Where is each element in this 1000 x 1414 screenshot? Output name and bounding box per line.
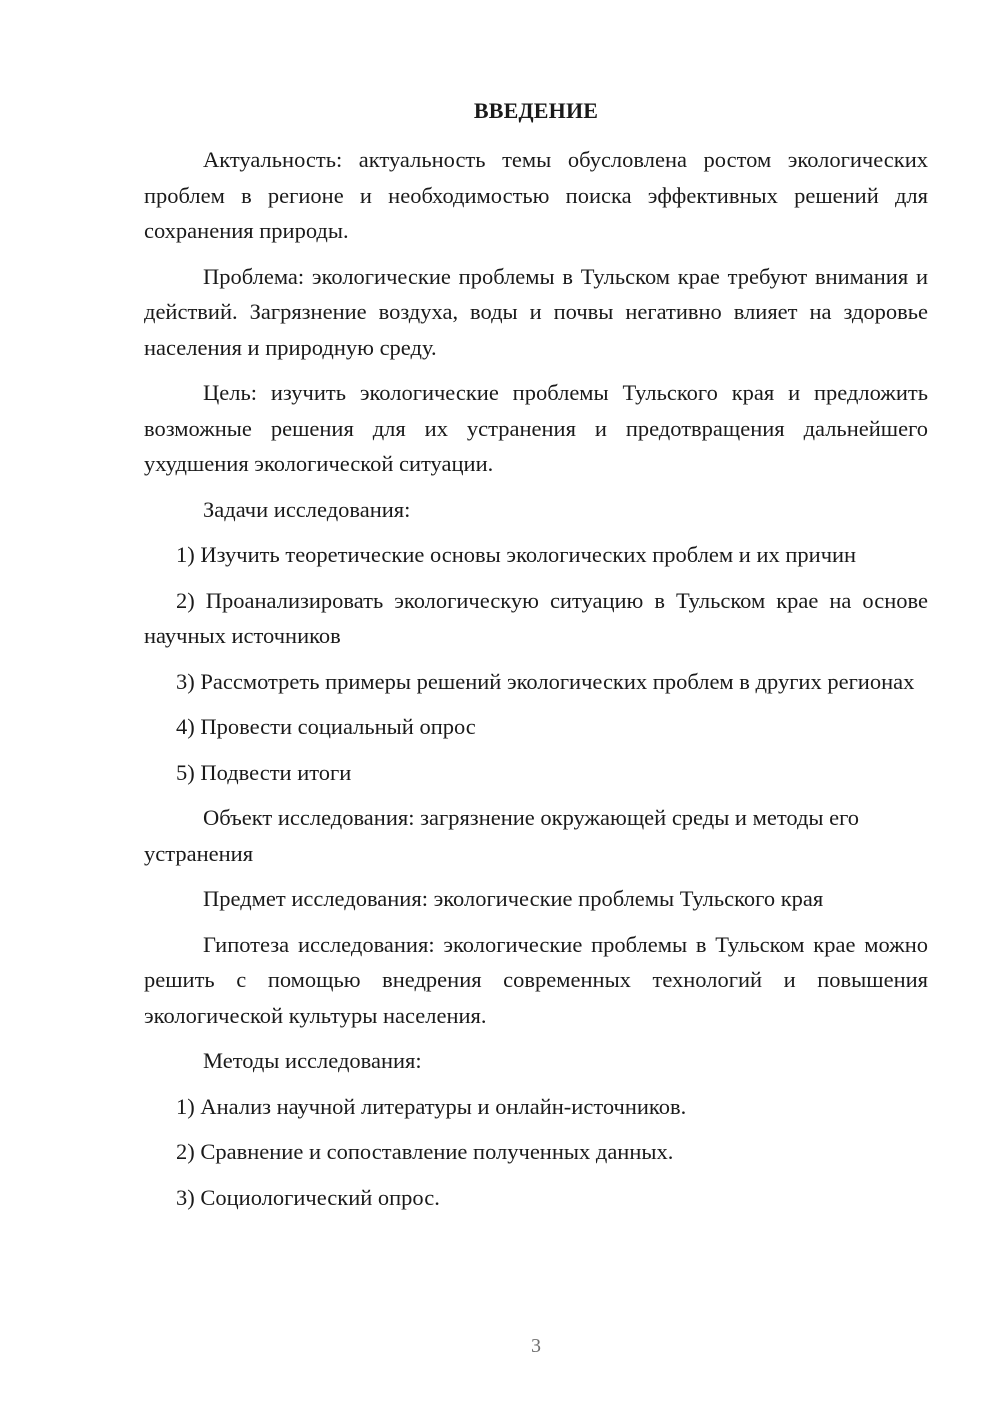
object-paragraph: Объект исследования: загрязнение окружающей среды и методы его устранения [144,805,860,866]
document-body [144,142,928,1225]
methods-list [144,1089,928,1216]
task-item: 2) Проанализировать экологическую ситуацию в Тульском крае на основе научных источников [144,587,928,648]
method-item: 3) Социологический опрос. [176,1184,440,1210]
goal-paragraph: Цель: изучить экологические проблемы Тульского края и предложить возможные решения для их устранения и предотвращения дальнейшего ухудшения экологической ситуации. [144,380,928,476]
task-item: 5) Подвести итоги [176,759,352,785]
tasks-list [144,537,928,790]
method-item: 1) Анализ научной литературы и онлайн-источников. [176,1093,687,1119]
hypothesis-paragraph: Гипотеза исследования: экологические проблемы в Тульском крае можно решить с помощью внедрения современных технологий и повышения экологической культуры населения. [144,931,928,1028]
page-title: ВВЕДЕНИЕ [473,98,599,123]
methods-heading: Методы исследования: [203,1048,422,1073]
page-number: 3 [531,1335,541,1357]
task-item: 1) Изучить теоретические основы экологических проблем и их причин [176,542,857,567]
problem-paragraph: Проблема: экологические проблемы в Тульском крае требуют внимания и действий. Загрязнение воздуха, воды и почвы негативно влияет на здоровье населения и природную среду. [144,263,928,360]
task-item: 3) Рассмотреть примеры решений экологических проблем в других регионах [176,668,915,694]
task-item: 4) Провести социальный опрос [176,714,476,739]
relevance-paragraph: Актуальность: актуальность темы обусловлена ростом экологических проблем в регионе и необходимостью поиска эффективных решений для сохранения природы. [144,147,928,243]
method-item: 2) Сравнение и сопоставление полученных данных. [176,1139,674,1164]
subject-paragraph: Предмет исследования: экологические проблемы Тульского края [203,886,824,911]
tasks-heading: Задачи исследования: [203,496,411,522]
